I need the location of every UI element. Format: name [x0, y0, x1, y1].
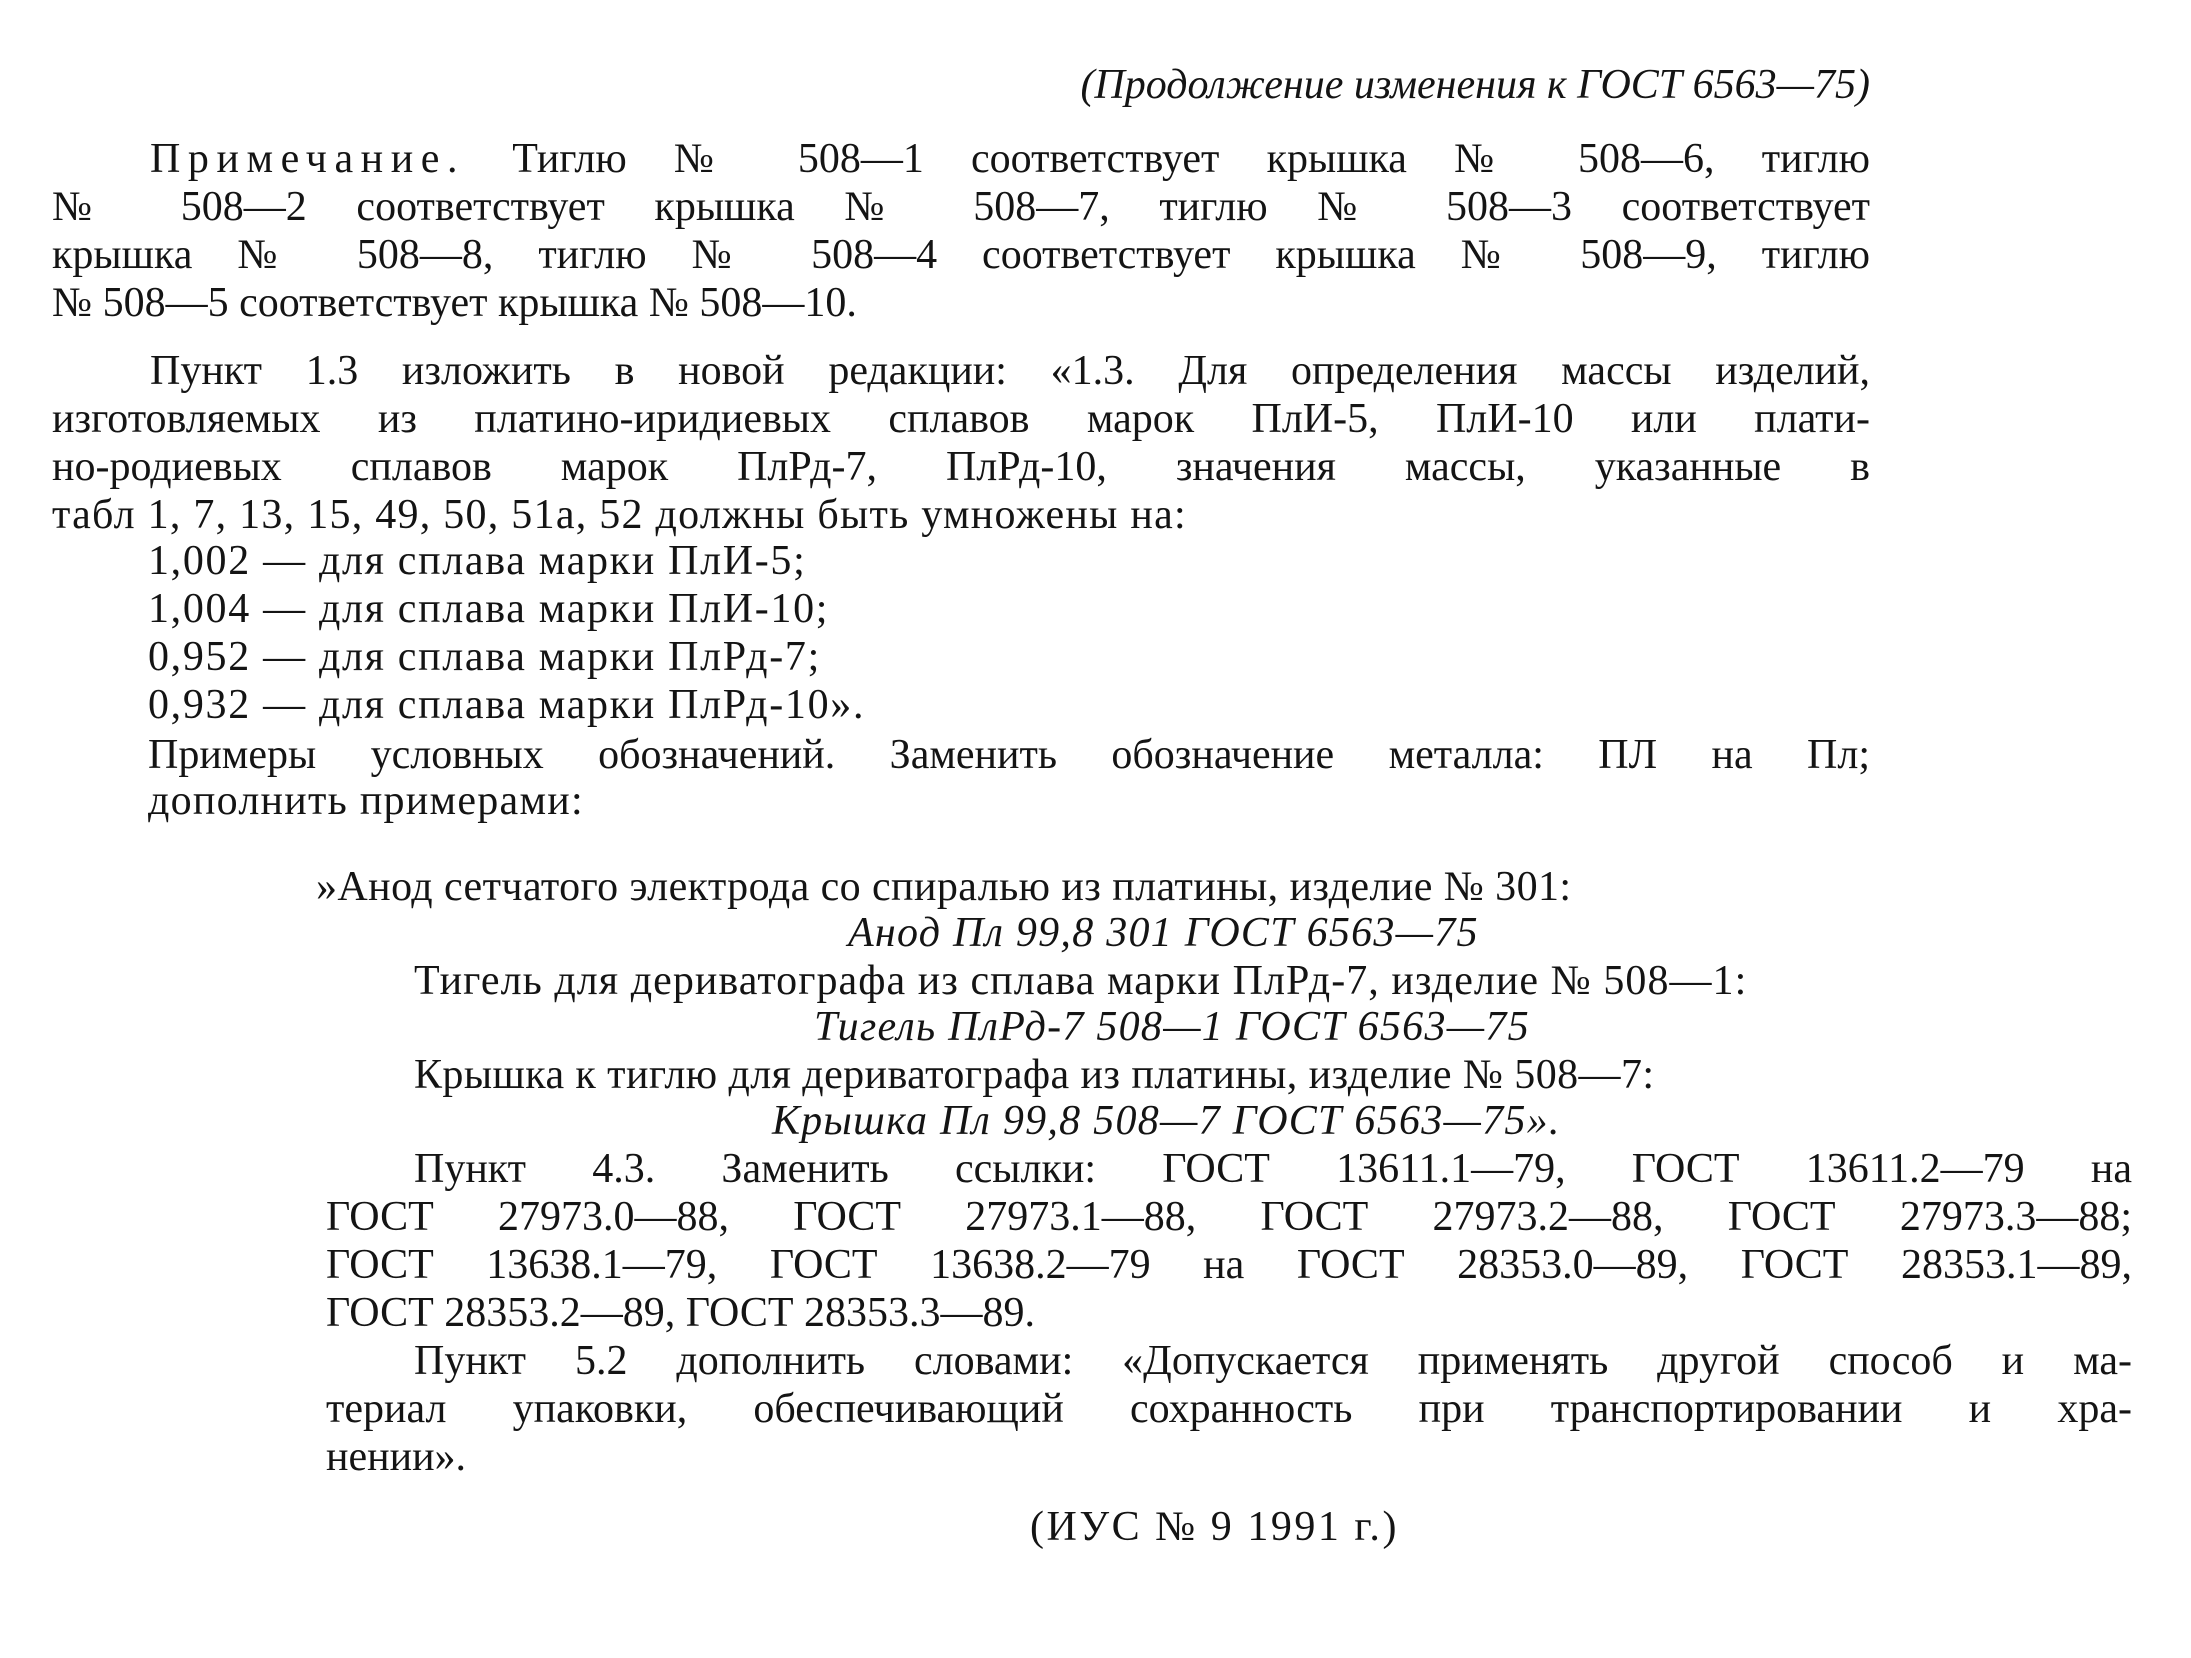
p43-line-1: Пункт 4.3. Заменить ссылки: ГОСТ 13611.1—79, ГОСТ 13611.2—79 на — [414, 1146, 2132, 1192]
p13-line-1: Пункт 1.3 изложить в новой редакции: «1.3. Для определения массы изделий, — [150, 348, 1870, 394]
factor-ali5: 1,002 — для сплава марки ПлИ-5; — [148, 538, 807, 584]
factor-plrd7: 0,952 — для сплава марки ПлРд-7; — [148, 634, 821, 680]
p43-line-4: ГОСТ 28353.2—89, ГОСТ 28353.3—89. — [326, 1290, 1035, 1336]
example-crucible-code: Тигель ПлРд-7 508—1 ГОСТ 6563—75 — [814, 1004, 1530, 1050]
factor-ali10: 1,004 — для сплава марки ПлИ-10; — [148, 586, 830, 632]
p52-line-1: Пункт 5.2 дополнить словами: «Допускается применять другой способ и ма- — [414, 1338, 2132, 1384]
note-line-4: № 508—5 соответствует крышка № 508—10. — [52, 280, 857, 326]
examples-intro-line-2: дополнить примерами: — [148, 778, 584, 824]
p52-line-3: нении». — [326, 1434, 467, 1480]
example-crucible-desc: Тигель для дериватографа из сплава марки ПлРд-7, изделие № 508—1: — [414, 958, 1748, 1004]
examples-intro-line-1: Примеры условных обозначений. Заменить обозначение металла: ПЛ на Пл; — [148, 732, 1870, 778]
p13-line-3: но-родиевых сплавов марок ПлРд-7, ПлРд-10, значения массы, указанные в — [52, 444, 1870, 490]
p43-line-3: ГОСТ 13638.1—79, ГОСТ 13638.2—79 на ГОСТ 28353.0—89, ГОСТ 28353.1—89, — [326, 1242, 2132, 1288]
example-lid-code: Крышка Пл 99,8 508—7 ГОСТ 6563—75». — [772, 1098, 1561, 1144]
p13-line-4: табл 1, 7, 13, 15, 49, 50, 51а, 52 должны быть умножены на: — [52, 492, 1187, 538]
page-header: (Продолжение изменения к ГОСТ 6563—75) — [1080, 62, 1870, 108]
source-reference: (ИУС № 9 1991 г.) — [1030, 1504, 1399, 1550]
note-line-1: Примечание. Тиглю № 508—1 соответствует крышка № 508—6, тиглю — [150, 136, 1871, 182]
example-anode-desc: »Анод сетчатого электрода со спиралью из платины, изделие № 301: — [316, 864, 1572, 910]
example-anode-code: Анод Пл 99,8 301 ГОСТ 6563—75 — [848, 910, 1479, 956]
note-line-2: № 508—2 соответствует крышка № 508—7, тиглю № 508—3 соответствует — [52, 184, 1870, 230]
example-lid-desc: Крышка к тиглю для дериватографа из платины, изделие № 508—7: — [414, 1052, 1655, 1098]
note-label: Примечание. — [150, 136, 466, 182]
p52-line-2: териал упаковки, обеспечивающий сохранность при транспортировании и хра- — [326, 1386, 2132, 1432]
note-line-3: крышка № 508—8, тиглю № 508—4 соответствует крышка № 508—9, тиглю — [52, 232, 1870, 278]
p43-line-2: ГОСТ 27973.0—88, ГОСТ 27973.1—88, ГОСТ 27973.2—88, ГОСТ 27973.3—88; — [326, 1194, 2132, 1240]
p13-line-2: изготовляемых из платино-иридиевых сплавов марок ПлИ-5, ПлИ-10 или плати- — [52, 396, 1870, 442]
factor-plrd10: 0,932 — для сплава марки ПлРд-10». — [148, 682, 866, 728]
